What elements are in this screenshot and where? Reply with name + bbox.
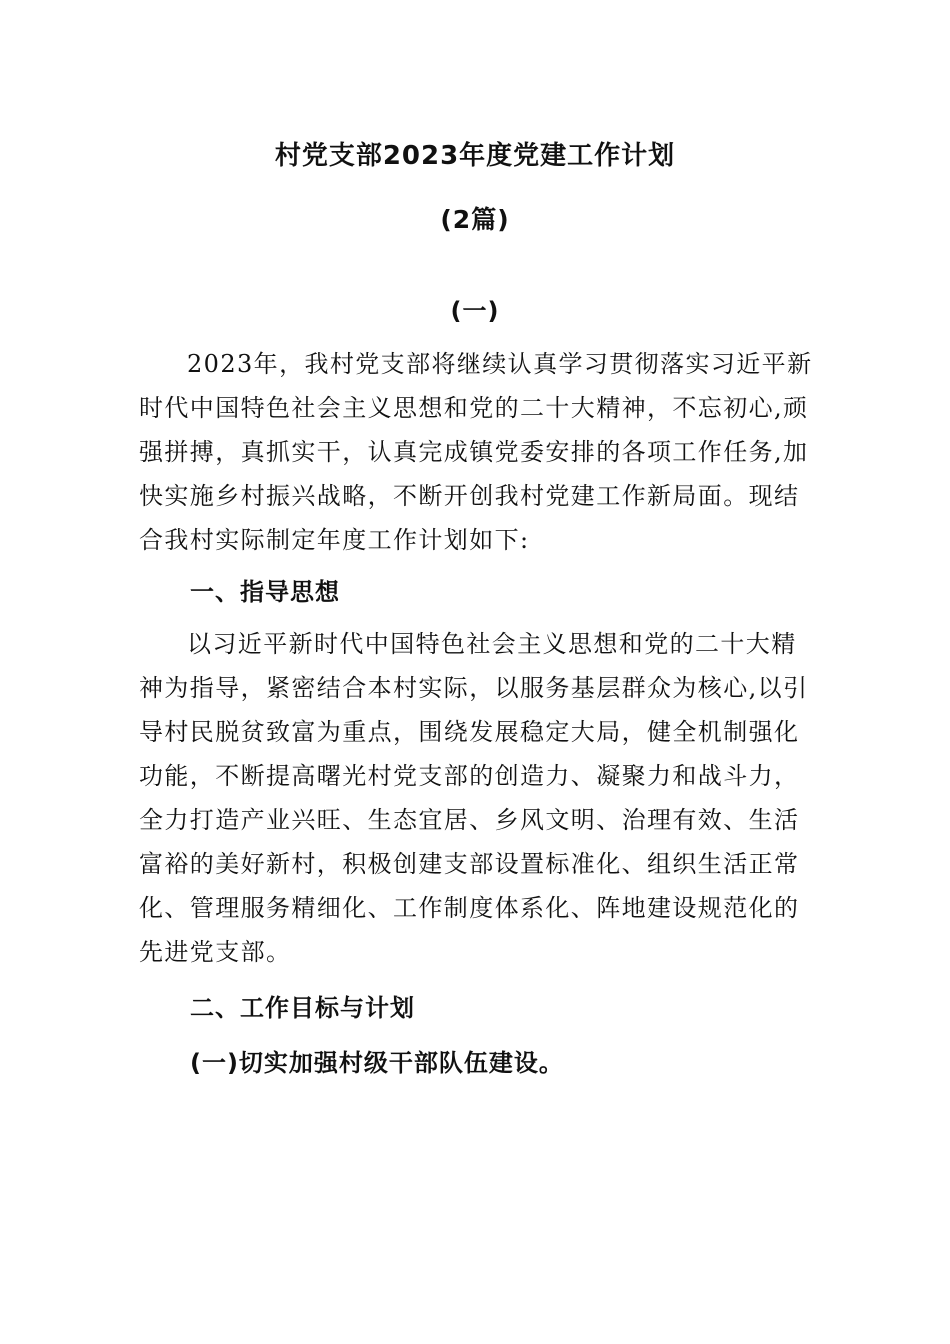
document-subtitle: (2篇) bbox=[440, 205, 510, 234]
subsection-heading-cadre-team: (一)切实加强村级干部队伍建设。 bbox=[190, 1049, 564, 1077]
section-heading-guiding-ideology: 一、指导思想 bbox=[190, 578, 340, 606]
section-heading-goals-and-plans: 二、工作目标与计划 bbox=[190, 994, 415, 1022]
paragraph-line: 导村民脱贫致富为重点，围绕发展稳定大局，健全机制强化 bbox=[139, 718, 800, 746]
paragraph-line: 富裕的美好新村，积极创建支部设置标准化、组织生活正常 bbox=[139, 850, 800, 878]
paragraph-line: 合我村实际制定年度工作计划如下: bbox=[139, 526, 530, 554]
guiding-ideology-paragraph bbox=[139, 622, 819, 974]
document-title: 村党支部2023年度党建工作计划 bbox=[274, 141, 676, 171]
paragraph-line: 先进党支部。 bbox=[139, 938, 292, 966]
paragraph-line: 2023年，我村党支部将继续认真学习贯彻落实习近平新 bbox=[187, 350, 813, 378]
intro-paragraph bbox=[139, 342, 819, 562]
paragraph-line: 功能，不断提高曙光村党支部的创造力、凝聚力和战斗力， bbox=[139, 762, 800, 790]
paragraph-line: 时代中国特色社会主义思想和党的二十大精神，不忘初心,顽 bbox=[139, 394, 809, 422]
paragraph-line: 全力打造产业兴旺、生态宜居、乡风文明、治理有效、生活 bbox=[139, 806, 800, 834]
paragraph-line: 快实施乡村振兴战略，不断开创我村党建工作新局面。现结 bbox=[139, 482, 800, 510]
paragraph-line: 化、管理服务精细化、工作制度体系化、阵地建设规范化的 bbox=[139, 894, 800, 922]
part-label: (一) bbox=[450, 297, 500, 325]
paragraph-line: 强拼搏，真抓实干，认真完成镇党委安排的各项工作任务,加 bbox=[139, 438, 809, 466]
paragraph-line: 以习近平新时代中国特色社会主义思想和党的二十大精 bbox=[187, 630, 797, 658]
paragraph-line: 神为指导，紧密结合本村实际，以服务基层群众为核心,以引 bbox=[139, 674, 809, 702]
